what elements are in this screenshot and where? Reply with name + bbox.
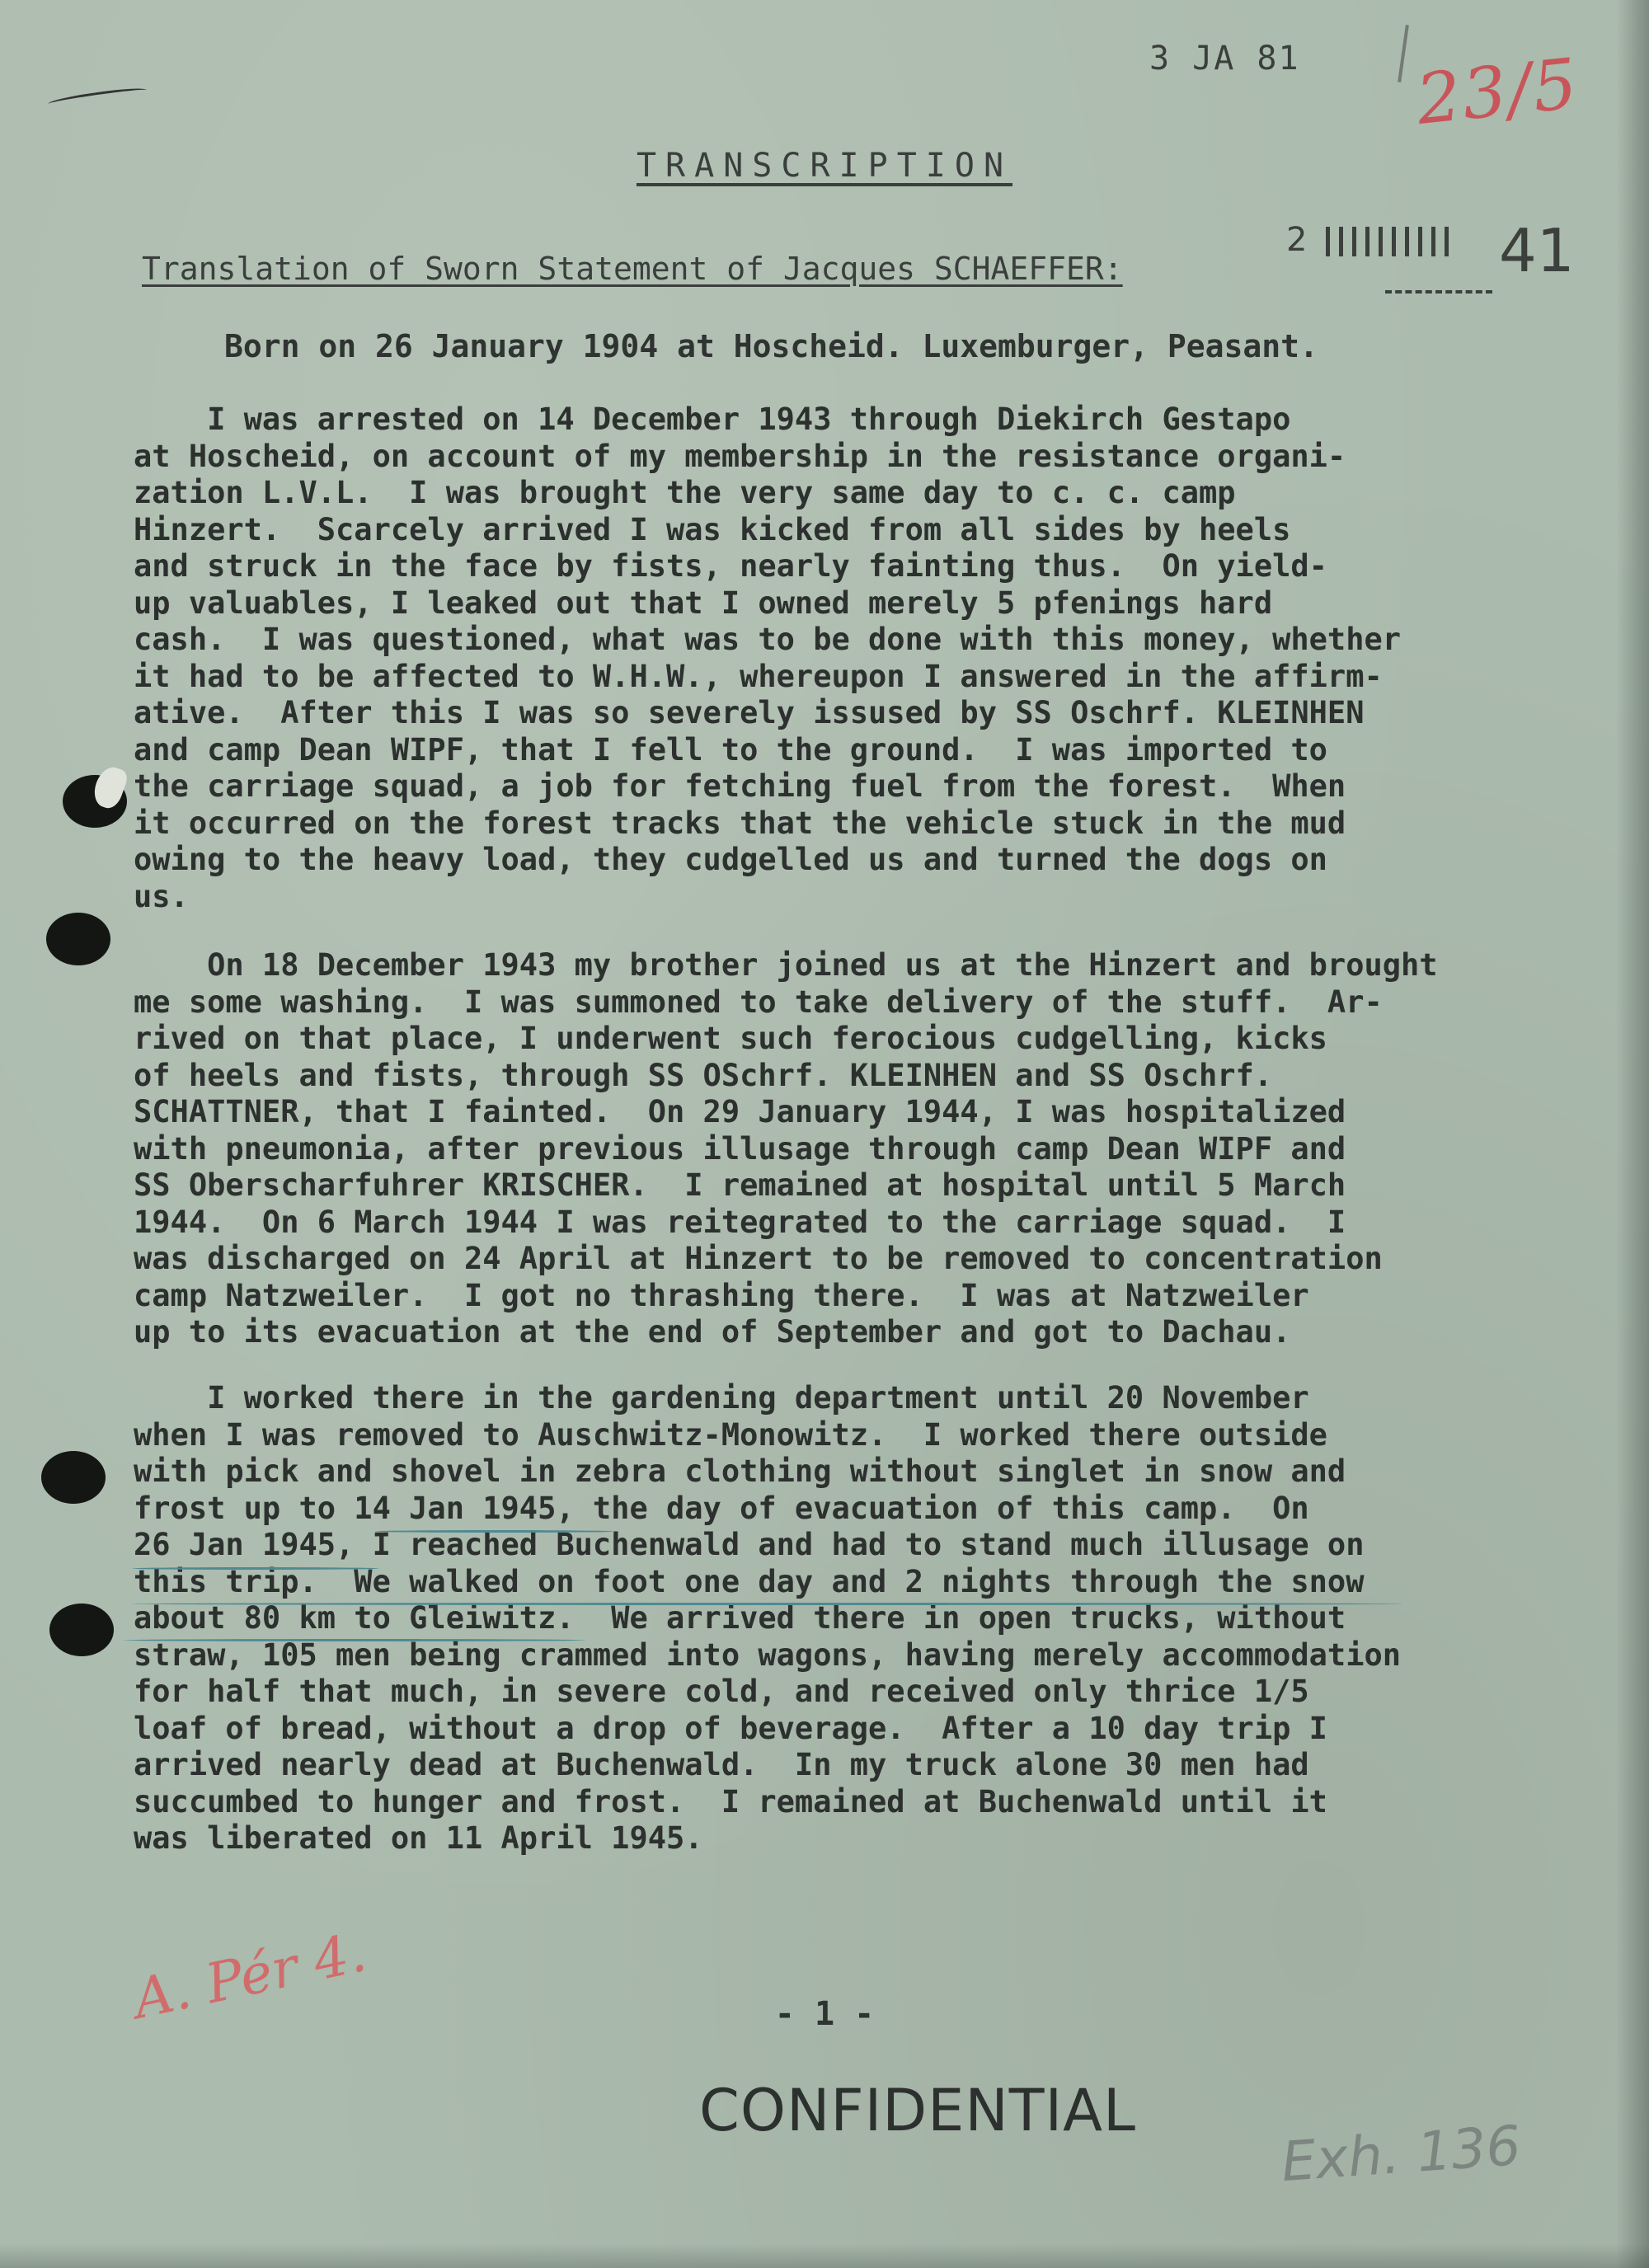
corner-scratch bbox=[48, 86, 147, 109]
pencil-mark bbox=[1398, 25, 1409, 82]
margin-stamp-bars bbox=[1326, 227, 1449, 256]
punch-hole bbox=[46, 913, 110, 965]
pen-underline bbox=[375, 1530, 614, 1533]
statement-heading: Translation of Sworn Statement of Jacques SCHAEFFER: bbox=[142, 251, 1123, 287]
margin-stamp-dashes bbox=[1385, 290, 1492, 293]
page-edge-shadow bbox=[1616, 0, 1649, 2268]
confidential-stamp: CONFIDENTIAL bbox=[699, 2077, 1137, 2144]
margin-stamp bbox=[1286, 221, 1449, 259]
statement-paragraph-2: On 18 December 1943 my brother joined us at the Hinzert and brought me some washing. I was summoned to take delivery of the stuff. Ar- rived on that place, I underwent such ferocious cudgelling, kicks of heels and fists, through SS OSchrf. KLEINHEN and SS Oschrf. SCHATTNER, that I fainted. On 29 January 1944, I was hospitalized with pneumonia, after previous illusage through camp Dean WIPF and SS Oberscharfuhrer KRISCHER. I remained at hospital until 5 March 1944. On 6 March 1944 I was reitegrated to the carriage squad. I was discharged on 24 April at Hinzert to be removed to concentration camp Natzweiler. I got no thrashing there. I was at Natzweiler up to its evacuation at the end of September and got to Dachau. bbox=[134, 947, 1438, 1350]
file-reference-annotation: 23/5 bbox=[1412, 42, 1583, 141]
statement-paragraph-1: I was arrested on 14 December 1943 through Diekirch Gestapo at Hoscheid, on account of my membership in the resistance organi- zation L.V.L. I was brought the very same day to c. c. camp Hinzert. Scarcely arrived I was kicked from all sides by heels and struck in the face by fists, nearly fainting thus. On yield- up valuables, I leaked out that I owned merely 5 pfenings hard cash. I was questioned, what was to be done with this money, whether it had to be affected to W.H.W., whereupon I answered in the affirm- ative. After this I was so severely issused by SS Oschrf. KLEINHEN and camp Dean WIPF, that I fell to the ground. I was imported to the carriage squad, a job for fetching fuel from the forest. When it occurred on the forest tracks that the vehicle stuck in the mud owing to the heavy load, they cudgelled us and turned the dogs on us. bbox=[134, 401, 1402, 914]
pen-underline bbox=[132, 1603, 1402, 1605]
margin-stamp-prefix: 2 bbox=[1286, 221, 1308, 259]
exhibit-label: Exh. 136 bbox=[1279, 2113, 1523, 2195]
signature-initials: A. Pér 4. bbox=[128, 1920, 372, 2031]
margin-stamp-number: 41 bbox=[1499, 216, 1575, 285]
received-date-stamp: 3 JA 81 bbox=[1149, 40, 1300, 77]
page-bottom-shadow bbox=[0, 2243, 1649, 2268]
pen-underline bbox=[132, 1567, 379, 1570]
document-title: TRANSCRIPTION bbox=[636, 147, 1013, 185]
punch-hole bbox=[41, 1451, 106, 1504]
statement-paragraph-3: I worked there in the gardening department until 20 November when I was removed to Auschwitz-Monowitz. I worked there outside with pick and shovel in zebra clothing without singlet in snow and frost up to 14 Jan 1945, the day of evacuation of this camp. On 26 Jan 1945, I reached Buchenwald and had to stand much illusage on this trip. We walked on foot one day and 2 nights through the snow about 80 km to Gleiwitz. We arrived there in open trucks, without straw, 105 men being crammed into wagons, having merely accommodation for half that much, in severe cold, and received only thrice 1/5 loaf of bread, without a drop of beverage. After a 10 day trip I arrived nearly dead at Buchenwald. In my truck alone 30 men had succumbed to hunger and frost. I remained at Buchenwald until it was liberated on 11 April 1945. bbox=[134, 1380, 1402, 1856]
born-line: Born on 26 January 1904 at Hoscheid. Luxemburger, Peasant. bbox=[224, 328, 1318, 364]
page-number: - 1 - bbox=[774, 1995, 875, 2033]
pen-underline bbox=[124, 1639, 585, 1641]
punch-hole bbox=[49, 1604, 114, 1656]
